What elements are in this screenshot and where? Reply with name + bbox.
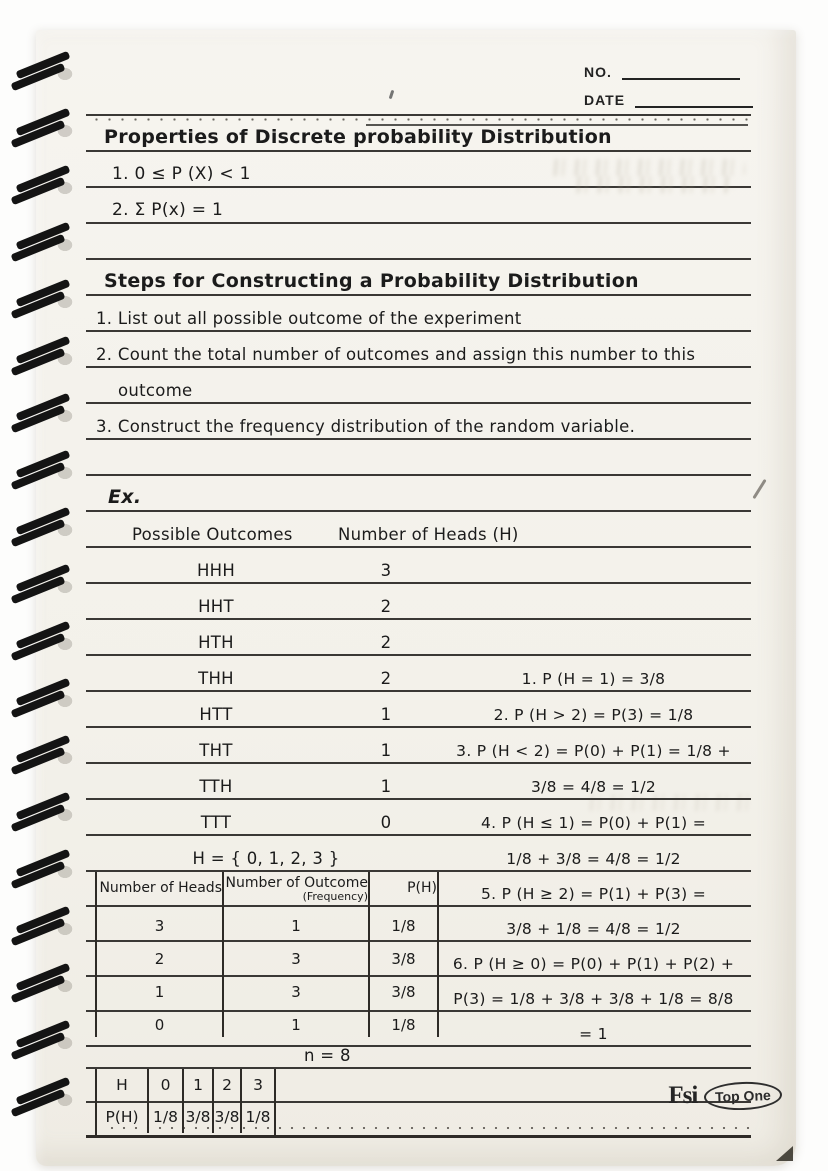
freq-cell: 1/8 — [391, 917, 416, 935]
outcome-row — [86, 764, 751, 800]
calculation-line: 2. P (H > 2) = P(3) = 1/8 — [493, 706, 694, 724]
line-example-label — [86, 476, 751, 512]
brand-logo — [668, 1082, 782, 1110]
heads-col-header: Number of Heads (H) — [338, 525, 519, 544]
property-item-1: 1. 0 ≤ P (X) < 1 — [112, 164, 251, 184]
dist-cell: 3/8 — [214, 1101, 242, 1133]
heads-value: 2 — [380, 597, 392, 616]
line-step-1 — [86, 296, 751, 332]
spiral-coil — [8, 343, 80, 373]
heads-value: 3 — [380, 561, 392, 580]
no-label: NO. — [584, 64, 612, 80]
outcome-row — [86, 656, 751, 692]
spiral-coil — [8, 856, 80, 886]
outcome-row — [86, 548, 751, 584]
calculation-line: 1. P (H = 1) = 3/8 — [521, 670, 666, 688]
spiral-coil — [8, 115, 80, 145]
spiral-coil — [8, 172, 80, 202]
freq-cell: 1/8 — [391, 1016, 416, 1034]
outcome-value: HTH — [198, 633, 234, 652]
step-line: outcome — [118, 381, 193, 400]
freq-header-label: P(H) — [407, 880, 437, 896]
step-line: 1. List out all possible outcome of the experiment — [96, 309, 522, 328]
line-outcome-headers — [86, 512, 751, 548]
dist-cell: 1/8 — [245, 1108, 271, 1126]
date-blank-line — [635, 92, 753, 108]
calculation-line: = 1 — [579, 1025, 608, 1043]
freq-cell: 1 — [224, 905, 370, 938]
outcome-value: TTH — [199, 777, 233, 796]
heads-value: 1 — [380, 777, 392, 796]
spiral-coil — [8, 229, 80, 259]
example-label: Ex. — [108, 486, 142, 508]
no-field — [584, 64, 740, 80]
sample-space: H = { 0, 1, 2, 3 } — [192, 849, 340, 868]
freq-header-outcome — [224, 872, 370, 905]
freq-header-ph — [370, 872, 437, 905]
calculation-line: 3/8 = 4/8 = 1/2 — [530, 778, 657, 796]
line-step-2-wrap — [86, 368, 751, 404]
line-total — [86, 1047, 751, 1067]
freq-header-label: Number of Outcome — [225, 875, 368, 891]
page-corner-fold — [776, 1146, 793, 1161]
step-line: 2. Count the total number of outcomes and assign this number to this — [96, 345, 696, 364]
outcome-value: THH — [198, 669, 234, 688]
dist-cell: 1 — [184, 1069, 214, 1101]
line-step-2 — [86, 332, 751, 368]
outcome-row — [86, 584, 751, 620]
outcome-value: HTT — [199, 705, 233, 724]
outcome-value: TTT — [200, 813, 232, 832]
ruled-area — [86, 114, 751, 1138]
frequency-table — [95, 872, 439, 1037]
calculation-line: 3. P (H < 2) = P(0) + P(1) = 1/8 + — [456, 742, 731, 760]
steps-title: Steps for Constructing a Probability Distribution — [104, 270, 639, 292]
calculation-line: P(3) = 1/8 + 3/8 + 3/8 + 1/8 = 8/8 — [453, 990, 734, 1008]
calculation-line: 6. P (H ≥ 0) = P(0) + P(1) + P(2) + — [452, 955, 735, 973]
outcome-value: THT — [199, 741, 233, 760]
line-blank — [86, 224, 751, 260]
frequency-table-region — [86, 872, 751, 1047]
heads-value: 1 — [380, 705, 392, 724]
spiral-coil — [8, 457, 80, 487]
outcome-row — [86, 692, 751, 728]
line-steps-title — [86, 260, 751, 296]
freq-cell: 1 — [224, 1004, 370, 1037]
freq-header-label: Number of Heads — [99, 880, 222, 896]
dist-cell: 1/8 — [149, 1101, 184, 1133]
calculation-line: 3/8 + 1/8 = 4/8 = 1/2 — [506, 920, 681, 938]
date-label: DATE — [584, 92, 626, 108]
outcome-value: HHT — [198, 597, 234, 616]
spiral-coil — [8, 970, 80, 1000]
no-blank-line — [622, 64, 740, 80]
stray-pen-mark — [389, 90, 395, 99]
stray-slash-mark — [752, 479, 766, 499]
top-one-badge: Top One — [704, 1081, 783, 1112]
outcomes-col-header: Possible Outcomes — [132, 525, 293, 544]
spiral-binding — [0, 0, 92, 1171]
freq-cell: 3 — [224, 938, 370, 971]
freq-cell: 2 — [97, 938, 224, 971]
calculation-line: 5. P (H ≥ 2) = P(1) + P(3) = — [480, 885, 707, 903]
spiral-coil — [8, 913, 80, 943]
spiral-coil — [8, 400, 80, 430]
dist-cell: 0 — [149, 1069, 184, 1101]
outcome-row — [86, 728, 751, 764]
heads-value: 1 — [380, 741, 392, 760]
freq-cell: 3 — [224, 971, 370, 1004]
distribution-table — [95, 1069, 276, 1136]
distribution-table-region — [86, 1067, 751, 1138]
heads-value: 0 — [380, 813, 392, 832]
freq-header-sublabel: (Frequency) — [302, 890, 368, 903]
dist-cell: 3 — [253, 1076, 263, 1094]
freq-cell: 3/8 — [391, 983, 416, 1001]
line-property-1 — [86, 152, 751, 188]
calculation-line: 1/8 + 3/8 = 4/8 = 1/2 — [506, 850, 681, 868]
total-count: n = 8 — [304, 1046, 351, 1065]
line-title — [86, 116, 751, 152]
date-field — [584, 92, 753, 108]
spiral-coil — [8, 571, 80, 601]
freq-cell: 3 — [97, 905, 224, 938]
dist-cell: P(H) — [97, 1101, 149, 1133]
freq-cell: 1 — [97, 971, 224, 1004]
freq-cell: 0 — [97, 1004, 224, 1037]
fsi-wordmark: Fsi — [668, 1082, 698, 1109]
spiral-coil — [8, 286, 80, 316]
heads-value: 2 — [380, 669, 392, 688]
outcome-value: HHH — [196, 561, 236, 580]
properties-title: Properties of Discrete probability Distribution — [104, 126, 612, 148]
heads-value: 2 — [380, 633, 392, 652]
spiral-coil — [8, 799, 80, 829]
dist-cell: 2 — [214, 1069, 242, 1101]
spiral-coil — [8, 58, 80, 88]
spiral-coil — [8, 685, 80, 715]
line-blank — [86, 440, 751, 476]
step-line: 3. Construct the frequency distribution of the random variable. — [96, 417, 636, 436]
line-step-3 — [86, 404, 751, 440]
property-item-2: 2. Σ P(x) = 1 — [112, 200, 224, 220]
line-sample-space — [86, 836, 751, 872]
notebook-page — [36, 30, 796, 1166]
outcome-row — [86, 800, 751, 836]
freq-header-heads — [97, 872, 224, 905]
spiral-coil — [8, 1027, 80, 1057]
spiral-coil — [8, 1084, 80, 1114]
line-property-2 — [86, 188, 751, 224]
spiral-coil — [8, 628, 80, 658]
spiral-coil — [8, 514, 80, 544]
outcome-row — [86, 620, 751, 656]
spiral-coil — [8, 742, 80, 772]
calculation-line: 4. P (H ≤ 1) = P(0) + P(1) = — [480, 814, 707, 832]
dist-cell: H — [97, 1069, 149, 1101]
dist-cell: 3/8 — [184, 1101, 214, 1133]
freq-cell: 3/8 — [391, 950, 416, 968]
